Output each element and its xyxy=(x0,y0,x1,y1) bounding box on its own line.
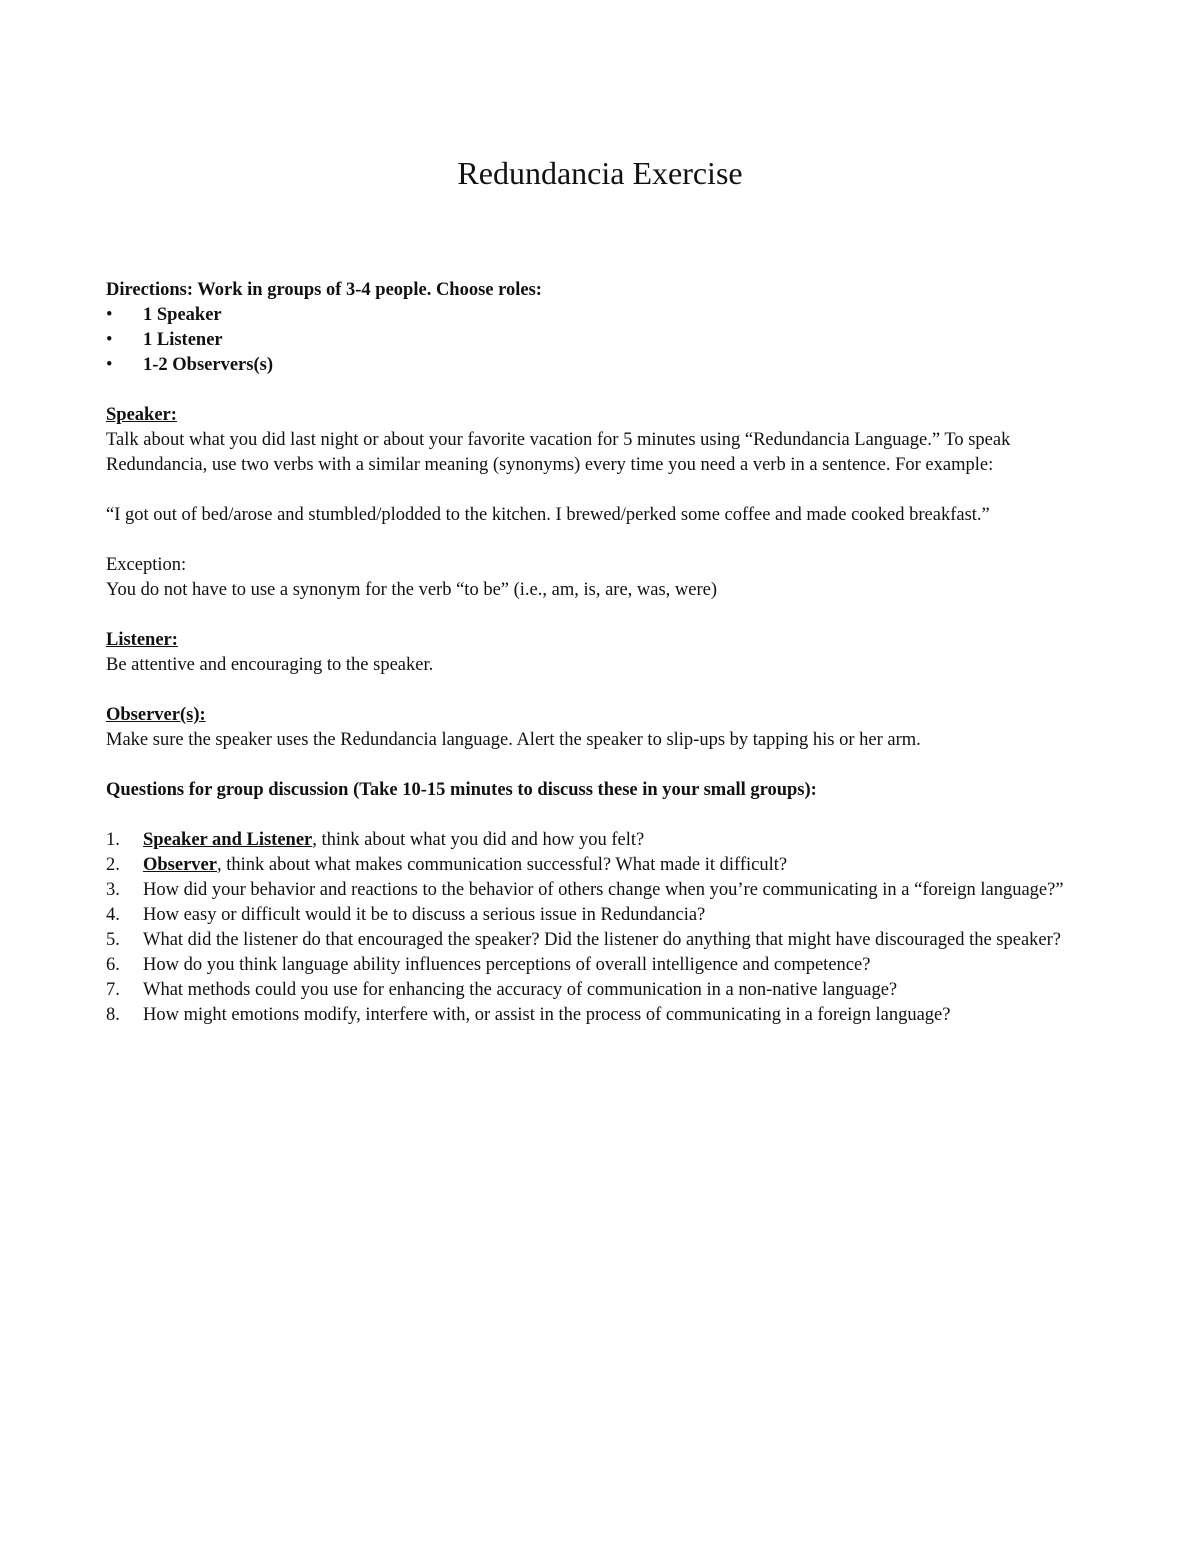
list-item: • 1 Speaker xyxy=(106,303,1106,328)
list-item: • 1 Listener xyxy=(106,328,1106,353)
observer-heading: Observer(s): xyxy=(106,705,206,725)
bullet-icon: • xyxy=(106,355,113,375)
speaker-body: Talk about what you did last night or about your favorite vacation for 5 minutes using “Redundancia Language.” To speak Redundancia, use two verbs with a similar meaning (synonyms) every time you need a verb in a sentence. For example: xyxy=(106,430,1011,475)
list-item: 3. How did your behavior and reactions to the behavior of others change when you’re communicating in a “foreign language?” xyxy=(106,880,1064,900)
questions-heading: Questions for group discussion (Take 10-15 minutes to discuss these in your small groups): xyxy=(106,780,817,800)
observer-body: Make sure the speaker uses the Redundancia language. Alert the speaker to slip-ups by tapping his or her arm. xyxy=(106,730,921,750)
listener-heading: Listener: xyxy=(106,630,178,650)
list-item: 2. Observer, think about what makes communication successful? What made it difficult? xyxy=(106,855,788,875)
roles-list xyxy=(106,303,1106,378)
directions-text: Directions: Work in groups of 3-4 people. Choose roles: xyxy=(106,280,542,300)
listener-body: Be attentive and encouraging to the speaker. xyxy=(106,655,434,675)
speaker-example: “I got out of bed/arose and stumbled/plodded to the kitchen. I brewed/perked some coffee and made cooked breakfast.” xyxy=(106,505,990,525)
list-item: 1. Speaker and Listener, think about what you did and how you felt? xyxy=(106,830,645,850)
questions-list xyxy=(106,828,1106,1028)
list-item: 4. How easy or difficult would it be to discuss a serious issue in Redundancia? xyxy=(106,905,706,925)
bullet-icon: • xyxy=(106,330,113,350)
list-item: 7. What methods could you use for enhancing the accuracy of communication in a non-native language? xyxy=(106,980,898,1000)
list-item: • 1-2 Observers(s) xyxy=(106,353,1106,378)
page-title: Redundancia Exercise xyxy=(457,155,743,191)
exception-text: You do not have to use a synonym for the verb “to be” (i.e., am, is, are, was, were) xyxy=(106,580,718,600)
bullet-icon: • xyxy=(106,305,113,325)
list-item: 8. How might emotions modify, interfere with, or assist in the process of communicating in a foreign language? xyxy=(106,1005,951,1025)
list-item: 6. How do you think language ability influences perceptions of overall intelligence and competence? xyxy=(106,955,871,975)
speaker-heading: Speaker: xyxy=(106,405,177,425)
exception-label: Exception: xyxy=(106,555,187,575)
document-body xyxy=(106,278,1106,1028)
list-item: 5. What did the listener do that encouraged the speaker? Did the listener do anything that might have discouraged the speaker? xyxy=(106,930,1061,950)
